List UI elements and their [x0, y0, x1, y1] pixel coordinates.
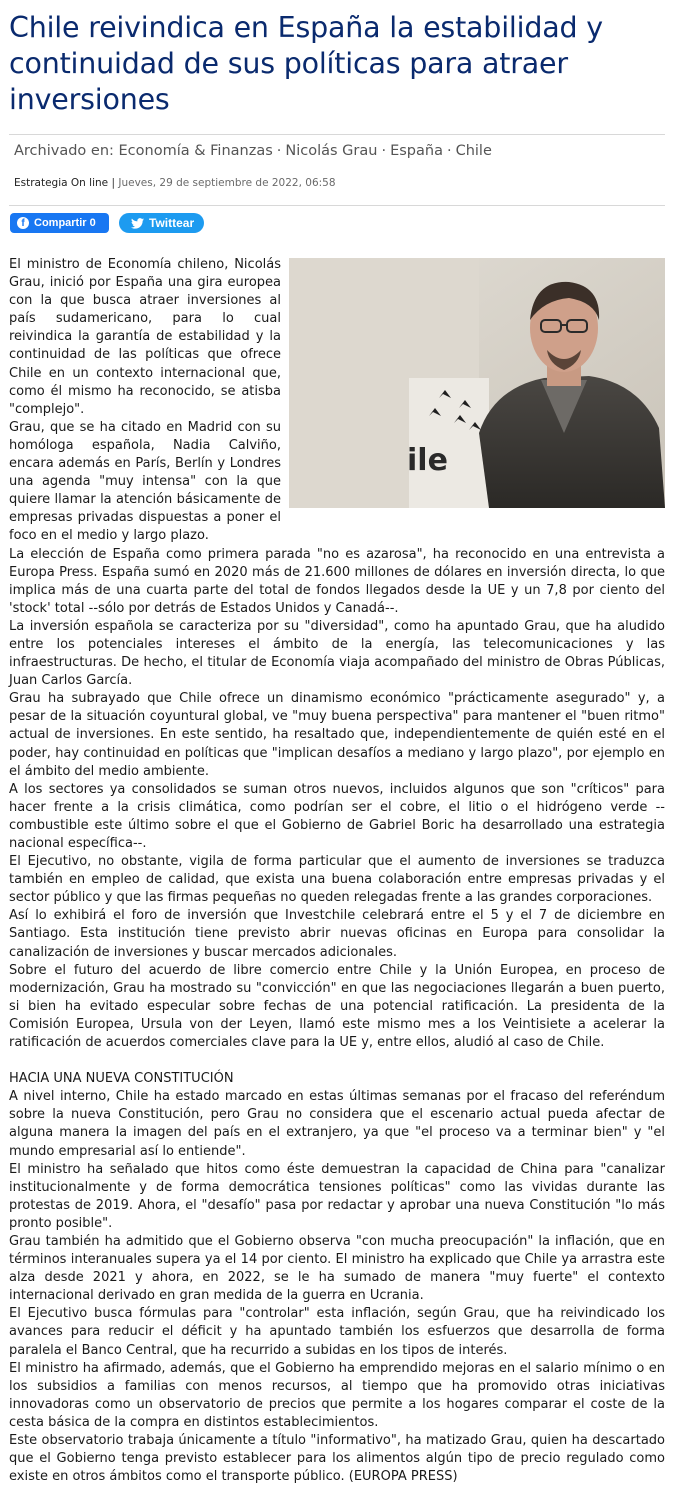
facebook-icon: f — [17, 217, 29, 229]
paragraph: El ministro ha afirmado, además, que el Gobierno ha emprendido mejoras en el salario mínimo o en los subsidios a familias con menos recursos, al tiempo que ha promovido otras iniciativas innovadoras como un observatorio de precios que permite a los hogares comparar el coste de la cesta básica de la compra en distintos establecimientos. — [9, 1360, 665, 1430]
article-body — [9, 256, 665, 1486]
facebook-share-button[interactable] — [10, 213, 109, 233]
tag-espana[interactable]: España — [390, 143, 443, 159]
paragraph: La elección de España como primera parada "no es azarosa", ha reconocido en una entrevista a Europa Press. España sumó en 2020 más de 21.600 millones de dólares en inversión directa, lo que implica más de una cuarta parte del total de fondos llegados desde la UE y un 7,8 por ciento del 'stock' total --sólo por detrás de Estados Unidos y Canadá--. — [9, 546, 665, 616]
share-bar — [9, 206, 665, 256]
paragraph: El Ejecutivo busca fórmulas para "controlar" esta inflación, según Grau, que ha reivindicado los avances para reducir el déficit y ha apuntado también los esfuerzos que desarrolla de forma paralela el Banco Central, que ha recurrido a subidas en los tipos de interés. — [9, 1306, 665, 1358]
archived-tags-row: Archivado en: Economía & Finanzas · Nicolás Grau · España · Chile — [14, 143, 492, 159]
paragraph: Grau ha subrayado que Chile ofrece un dinamismo económico "prácticamente asegurado" y, a pesar de la situación coyuntural global, ve "muy buena perspectiva" para mantener el "buen ritmo" actual de inversiones. En este sentido, ha resaltado que, independientemente de quién esté en el poder, hay continuidad en políticas que "implican desafíos a mediano y largo plazo", por ejemplo en el ámbito del medio ambiente. — [9, 691, 665, 779]
article-title: Chile reivindica en España la estabilidad y continuidad de sus políticas para atraer inversiones — [9, 11, 603, 116]
tag-chile[interactable]: Chile — [455, 143, 492, 159]
article-photo — [289, 258, 665, 508]
paragraph: Grau, que se ha citado en Madrid con su homóloga española, Nadia Calviño, encara además en París, Berlín y Londres una agenda "muy intensa" con la que quiere llamar la atención básicamente de empresas privadas dispuestas a poner el foco en el medio y largo plazo. — [9, 419, 281, 544]
tag-nicolas-grau[interactable]: Nicolás Grau — [285, 143, 378, 159]
byline-source: Estrategia On line — [14, 177, 109, 189]
article-page — [9, 0, 665, 1486]
archived-label: Archivado en: — [14, 143, 114, 159]
paragraph: Así lo exhibirá el foro de inversión que Investchile celebrará entre el 5 y el 7 de diciembre en Santiago. Esta institución tiene previsto abrir nuevas oficinas en Europa para consolidar la canalización de inversiones y buscar mercados adicionales. — [9, 908, 665, 960]
facebook-share-label: Compartir 0 — [34, 217, 96, 229]
byline-separator: | — [111, 177, 116, 189]
twitter-share-button[interactable] — [119, 213, 204, 233]
twitter-share-label: Twittear — [149, 216, 195, 230]
paragraph: Sobre el futuro del acuerdo de libre comercio entre Chile y la Unión Europea, en proceso de modernización, Grau ha mostrado su "convicción" en que las negociaciones llegarán a buen puerto, si bien ha evitado especular sobre fechas de una potencial ratificación. La presidenta de la Comisión Europea, Ursula von der Leyen, llamó este mismo mes a los Veintisiete a acelerar la ratificación de acuerdos comerciales clave para la UE y, entre ellos, aludió al caso de Chile. — [9, 962, 665, 1051]
paragraph: Este observatorio trabaja únicamente a título "informativo", ha matizado Grau, quien ha descartado que el Gobierno tenga previsto establecer para los alimentos algún tipo de precio regulado como existe en otros ámbitos como el transporte público. (EUROPA PRESS) — [9, 1433, 665, 1485]
paragraph: El ministro de Economía chileno, Nicolás Grau, inició por España una gira europea con la que busca atraer inversiones al país sudamericano, para lo cual reivindica la garantía de estabilidad y la continuidad de las políticas que ofrece Chile en un contexto internacional que, como él mismo ha reconocido, se atisba "complejo". — [9, 257, 281, 417]
section-heading: HACIA UNA NUEVA CONSTITUCIÓN — [9, 1071, 234, 1087]
byline-date: Jueves, 29 de septiembre de 2022, 06:58 — [118, 177, 336, 189]
photo-logo-text: ile — [407, 443, 448, 478]
minister-photo — [289, 258, 665, 508]
twitter-bird-icon — [131, 218, 144, 229]
byline — [9, 169, 665, 205]
paragraph: El Ejecutivo, no obstante, vigila de forma particular que el aumento de inversiones se traduzca también en empleo de calidad, que exista una buena colaboración entre empresas privadas y el sector público y que las firmas pequeñas no queden relegadas frente a las grandes corporaciones. — [9, 854, 665, 906]
paragraph: A los sectores ya consolidados se suman otros nuevos, incluidos algunos que son "críticos" para hacer frente a la crisis climática, como podrían ser el cobre, el litio o el hidrógeno verde --combustible este último sobre el que el Gobierno de Gabriel Boric ha desarrollado una estrategia nacional específica--. — [9, 781, 665, 851]
paragraph: A nivel interno, Chile ha estado marcado en estas últimas semanas por el fracaso del referéndum sobre la nueva Constitución, pero Grau no considera que el escenario actual pueda afectar de alguna manera la imagen del país en el extranjero, ya que "el proceso va a terminar bien" y "el mundo empresarial así lo entiende". — [9, 1089, 665, 1159]
paragraph: El ministro ha señalado que hitos como éste demuestran la capacidad de China para "canalizar institucionalmente y de forma democrática tensiones políticas" como las vividas durante las protestas de 2019. Ahora, el "desafío" pasa por redactar y aprobar una nueva Constitución "lo más pronto posible". — [9, 1161, 665, 1231]
paragraph: La inversión española se caracteriza por su "diversidad", como ha apuntado Grau, que ha aludido entre los potenciales intereses el ámbito de la energía, las telecomunicaciones y las infraestructuras. De hecho, el titular de Economía viaja acompañado del ministro de Obras Públicas, Juan Carlos García. — [9, 618, 665, 689]
tag-economia-finanzas[interactable]: Economía & Finanzas — [118, 143, 273, 159]
paragraph: Grau también ha admitido que el Gobierno observa "con mucha preocupación" la inflación, que en términos interanuales supera ya el 14 por ciento. El ministro ha explicado que Chile ya arrastra este alza desde 2021 y ahora, en 2022, se le ha sumado de manera "muy fuerte" el contexto internacional derivado en gran medida de la guerra en Ucrania. — [9, 1233, 665, 1304]
